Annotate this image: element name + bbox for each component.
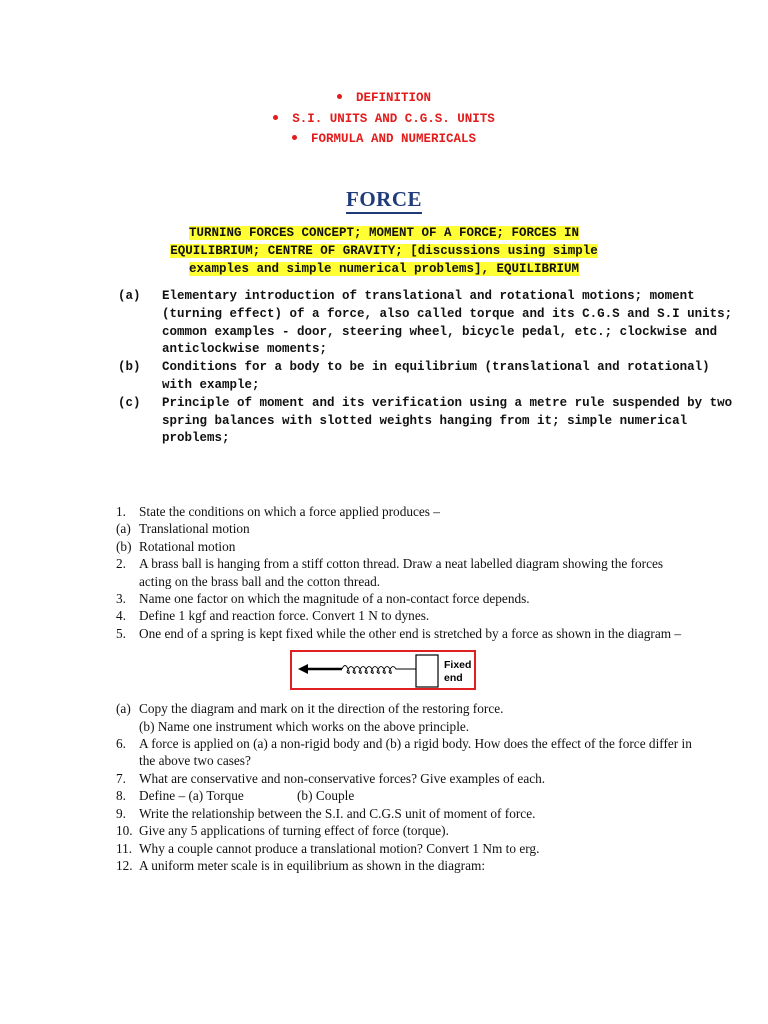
- diagram-label-line2: end: [444, 672, 463, 685]
- question-item: 1. State the conditions on which a force applied produces –: [116, 504, 440, 519]
- page-title: FORCE: [0, 187, 768, 212]
- diagram-label-line1: Fixed: [444, 659, 472, 672]
- syllabus-item: (b) Conditions for a body to be in equilibrium (translational and rotational) with example;: [118, 360, 710, 392]
- question-item: (b) Rotational motion: [116, 538, 236, 554]
- arrow-head-icon: [298, 664, 308, 674]
- bullet-item: S.I. UNITS AND C.G.S. UNITS: [0, 109, 768, 130]
- bullet-dot-icon: [273, 115, 278, 120]
- question-item: 4. Define 1 kgf and reaction force. Convert 1 N to dynes.: [116, 608, 430, 624]
- topic-bullets: [0, 88, 768, 150]
- question-item: 12. A uniform meter scale is in equilibrium as shown in the diagram:: [116, 857, 486, 873]
- bullet-dot-icon: [292, 135, 297, 140]
- question-item: 8. Define – (a) Torque (b) Couple: [116, 788, 355, 804]
- highlighted-topics: [110, 224, 658, 278]
- question-item: 3. Name one factor on which the magnitude of a non-contact force depends.: [116, 591, 530, 607]
- fixed-block: [416, 655, 438, 687]
- question-item: 9. Write the relationship between the S.I. and C.G.S unit of moment of force.: [116, 805, 536, 821]
- question-item: (a) Copy the diagram and mark on it the direction of the restoring force.: [116, 701, 504, 717]
- bullet-item: FORMULA AND NUMERICALS: [0, 129, 768, 150]
- spring-coil: [342, 666, 416, 674]
- question-item: 5. One end of a spring is kept fixed while the other end is stretched by a force as shown in the diagram –: [116, 625, 682, 641]
- question-item: 2. A brass ball is hanging from a stiff cotton thread. Draw a neat labelled diagram showing the forces acting on the brass ball and the cotton thread.: [116, 556, 664, 589]
- bullet-item: DEFINITION: [0, 88, 768, 109]
- question-item: 6. A force is applied on (a) a non-rigid body and (b) a rigid body. How does the effect of the force differ in the above two cases?: [116, 736, 692, 769]
- highlight-line: EQUILIBRIUM; CENTRE OF GRAVITY; [discussions using simple: [170, 244, 598, 258]
- question-item: 11. Why a couple cannot produce a translational motion? Convert 1 Nm to erg.: [116, 840, 540, 856]
- question-list: [116, 503, 696, 874]
- question-item: 7. What are conservative and non-conservative forces? Give examples of each.: [116, 770, 546, 786]
- question-item: (a) Translational motion: [116, 521, 250, 537]
- spring-figure: [292, 652, 474, 688]
- bullet-dot-icon: [337, 94, 342, 99]
- question-item: (b) Name one instrument which works on the above principle.: [139, 718, 470, 734]
- highlight-line: TURNING FORCES CONCEPT; MOMENT OF A FORCE; FORCES IN: [188, 226, 580, 240]
- spring-diagram: [290, 650, 476, 690]
- syllabus-item: (a) Elementary introduction of translational and rotational motions; moment (turning effect) of a force, also called torque and its C.G.S and S.I units; common examples - door, steering wheel, bicycle pedal, etc.; clockwise and anticlockwise moments;: [118, 289, 733, 357]
- highlight-line: examples and simple numerical problems], EQUILIBRIUM: [188, 262, 580, 276]
- syllabus-item: (c) Principle of moment and its verification using a metre rule suspended by two spring balances with slotted weights hanging from it; simple numerical problems;: [118, 395, 733, 446]
- syllabus-list: [118, 288, 738, 448]
- question-item: 10. Give any 5 applications of turning effect of force (torque).: [116, 823, 449, 839]
